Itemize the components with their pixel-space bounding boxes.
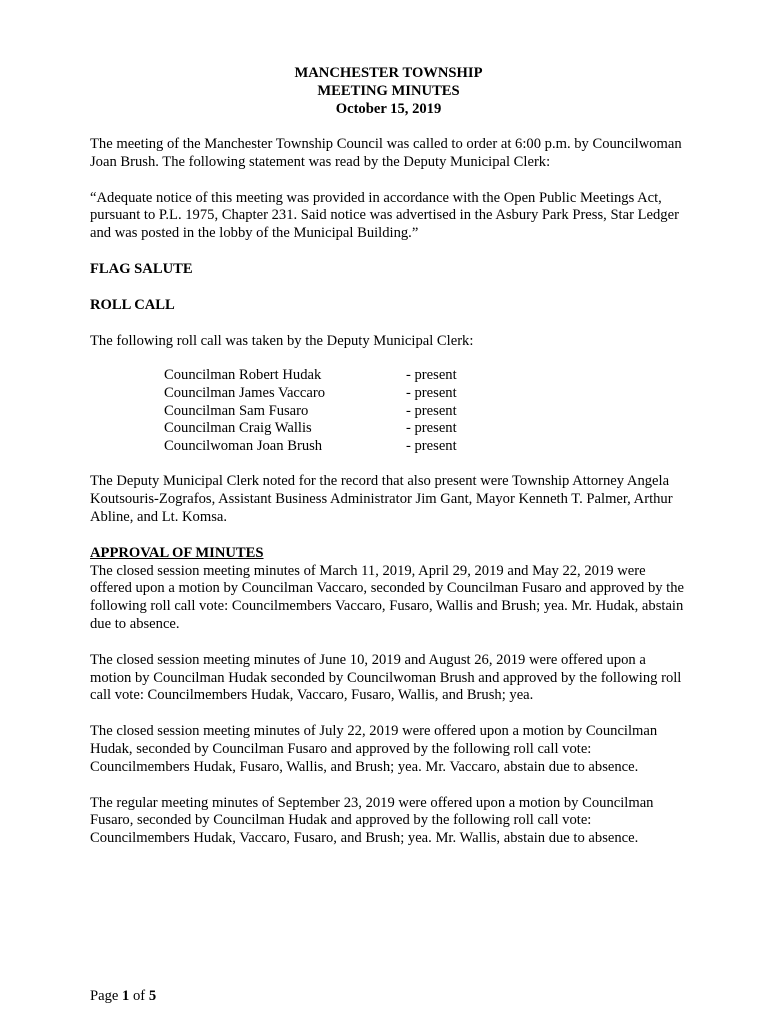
header-date: October 15, 2019 (335, 101, 442, 117)
intro-paragraph: The meeting of the Manchester Township Council was called to order at 6:00 p.m. by Councilwoman Joan Brush. The following statement was read by the Deputy Municipal Clerk: (90, 136, 682, 170)
approval-paragraph: The closed session meeting minutes of March 11, 2019, April 29, 2019 and May 22, 2019 were offered upon a motion by Councilman Vaccaro, seconded by Councilman Fusaro and approved by the following roll call vote: Councilmembers Vaccaro, Fusaro, Wallis and Brush; yea. Mr. Hudak, abstain due to absence. (90, 562, 685, 632)
of-label: of (132, 988, 146, 1004)
roll-call-list (164, 367, 484, 455)
member-status: - present (406, 402, 457, 419)
member-name: Councilman Robert Hudak (164, 367, 322, 384)
approval-paragraph: The closed session meeting minutes of June 10, 2019 and August 26, 2019 were offered upon a motion by Councilman Hudak seconded by Councilwoman Brush and approved by the following roll call vote: Councilmembers Hudak, Vaccaro, Fusaro, Wallis, and Brush; yea. (90, 651, 682, 704)
document-header (92, 64, 685, 118)
roll-call-row (164, 438, 484, 456)
record-note: The Deputy Municipal Clerk noted for the record that also present were Township Attorney Angela Koutsouris-Zografos, Assistant Business Administrator Jim Gant, Mayor Kenneth T. Palmer, Arthur Abline, and Lt. Komsa. (90, 473, 673, 525)
document-page (90, 64, 685, 848)
roll-call-row (164, 385, 484, 403)
page-label: Page (90, 988, 119, 1004)
header-township: MANCHESTER TOWNSHIP (294, 65, 483, 81)
header-meeting-minutes: MEETING MINUTES (317, 83, 460, 99)
member-name: Councilman Craig Wallis (164, 420, 312, 437)
member-status: - present (406, 437, 457, 454)
member-name: Councilman Sam Fusaro (164, 402, 309, 419)
roll-call-row (164, 420, 484, 438)
roll-call-intro: The following roll call was taken by the Deputy Municipal Clerk: (90, 332, 474, 349)
approval-paragraph: The closed session meeting minutes of July 22, 2019 were offered upon a motion by Councilman Hudak, seconded by Councilman Fusaro and approved by the following roll call vote: Councilmembers Hudak, Fusaro, Wallis, and Brush; yea. Mr. Vaccaro, abstain due to absence. (90, 723, 658, 775)
total-pages-number: 5 (148, 988, 157, 1004)
member-status: - present (406, 367, 457, 384)
page-footer (90, 988, 156, 1006)
flag-salute-heading: FLAG SALUTE (90, 260, 193, 277)
approval-of-minutes-heading: APPROVAL OF MINUTES (90, 544, 264, 561)
member-name: Councilman James Vaccaro (164, 384, 326, 401)
member-status: - present (406, 384, 457, 401)
roll-call-heading: ROLL CALL (90, 296, 175, 313)
roll-call-row (164, 367, 484, 385)
member-status: - present (406, 420, 457, 437)
approval-paragraph: The regular meeting minutes of September 23, 2019 were offered upon a motion by Councilman Fusaro, seconded by Councilman Hudak and approved by the following roll call vote: Councilmembers Hudak, Vaccaro, Fusaro, and Brush; yea. Mr. Wallis, abstain due to absence. (90, 794, 654, 847)
roll-call-row (164, 403, 484, 421)
notice-statement: “Adequate notice of this meeting was provided in accordance with the Open Public Meetings Act, pursuant to P.L. 1975, Chapter 231. Said notice was advertised in the Asbury Park Press, Star Ledger and was posted in the lobby of the Municipal Building.” (90, 189, 679, 242)
member-name: Councilwoman Joan Brush (164, 437, 323, 454)
current-page-number: 1 (122, 988, 130, 1004)
